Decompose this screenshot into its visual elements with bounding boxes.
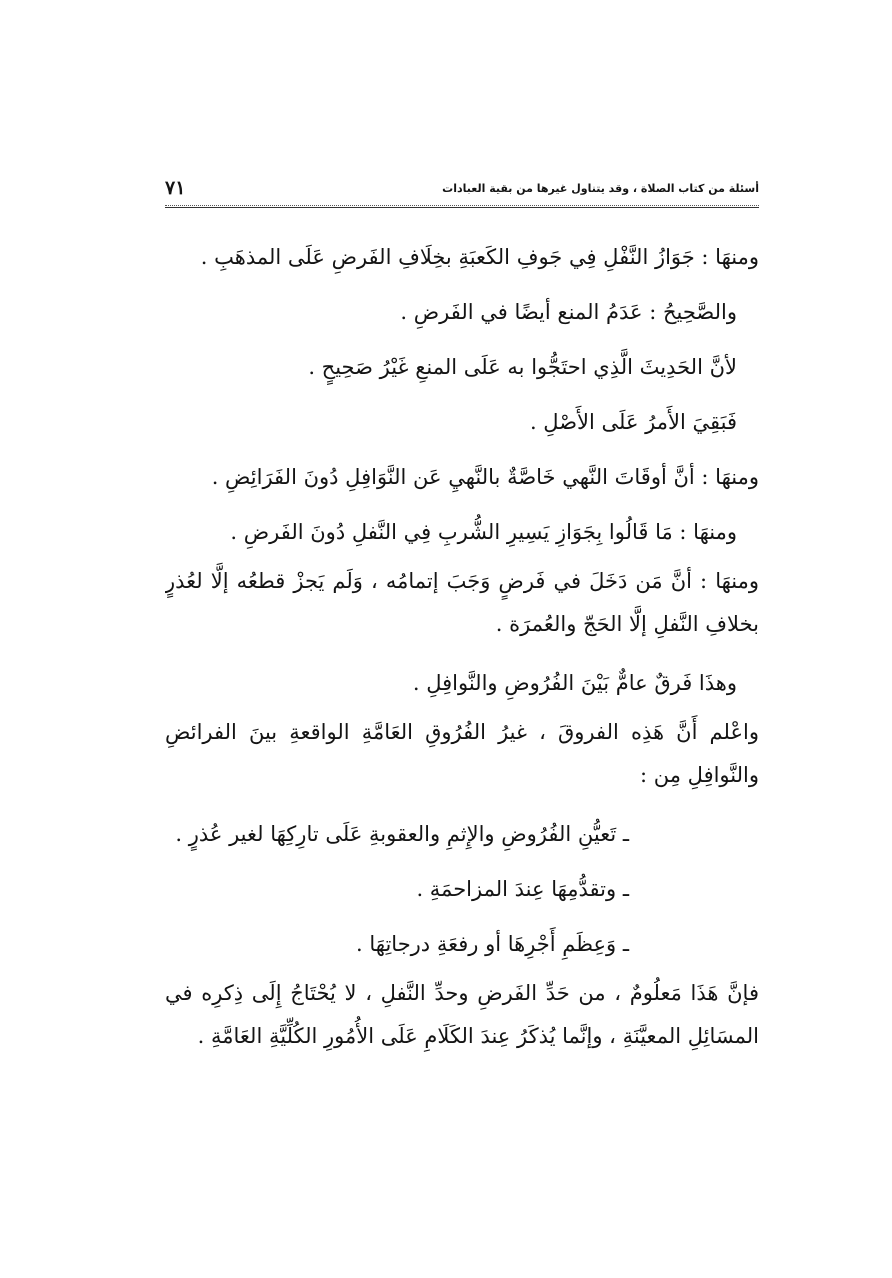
paragraph-4: فَبَقِيَ الأَمرُ عَلَى الأَصْلِ . — [529, 410, 737, 434]
paragraph-6: ومنهَا : مَا قَالُوا بِجَوَازِ يَسِيرِ الشُّربِ فِي النَّفلِ دُونَ الفَرضِ . — [230, 520, 737, 544]
paragraph-10: فإنَّ هَذَا مَعلُومٌ ، من حَدِّ الفَرضِ وحدِّ النَّفلِ ، لا يُحْتَاجُ إِلَى ذِكرِه في المسَائِلِ المعيَّنَةِ ، وإنَّما يُذكَرُ عِندَ الكَلَامِ عَلَى الأُمُورِ الكُلِّيَّةِ العَامَّةِ . — [165, 981, 759, 1048]
page-number: ٧١ — [165, 177, 186, 199]
paragraph-1: ومنهَا : جَوَازُ النَّفْلِ فِي جَوفِ الكَعبَةِ بخِلَافِ الفَرضِ عَلَى المذهَبِ . — [200, 245, 759, 269]
paragraph-8: وهذَا فَرقٌ عامٌّ بَيْنَ الفُرُوضِ والنَّوافِلِ . — [412, 671, 737, 695]
paragraph-5: ومنهَا : أنَّ أوقَاتَ النَّهي خَاصَّةٌ بالنَّهيِ عَن النَّوَافِلِ دُونَ الفَرَائِضِ . — [211, 465, 759, 489]
body-text — [165, 230, 759, 1068]
list-item-2: ـ وتقدُّمِهَا عِندَ المزاحمَةِ . — [416, 877, 629, 901]
list-item-3: ـ وَعِظَمِ أَجْرِهَا أو رفعَةِ درجاتِهَا . — [356, 932, 629, 956]
page-header — [165, 176, 759, 204]
paragraph-2: والصَّحِيحُ : عَدَمُ المنع أيضًا في الفَرضِ . — [400, 300, 737, 324]
running-title: أسئلة من كتاب الصلاة ، وقد يتناول غيرها من بقية العبادات — [442, 182, 759, 195]
list-item-1: ـ تَعيُّنِ الفُرُوضِ والإِثمِ والعقوبةِ عَلَى تارِكِهَا لغير عُذرٍ . — [175, 822, 629, 846]
header-rule-dotted — [165, 205, 759, 206]
paragraph-9: واعْلم أَنَّ هَذِه الفروقَ ، غيرُ الفُرُوقِ العَامَّةِ الواقعةِ بينَ الفرائضِ والنَّوافِلِ مِن : — [165, 720, 759, 787]
paragraph-3: لأنَّ الحَدِيثَ الَّذِي احتَجُّوا به عَلَى المنعِ غَيْرُ صَحِيحٍ . — [308, 355, 737, 379]
header-rule — [165, 207, 759, 208]
paragraph-7: ومنهَا : أنَّ مَن دَخَلَ في فَرضٍ وَجَبَ إتمامُه ، وَلَم يَجزْ قطعُه إلَّا لعُذرٍ بخلافِ النَّفلِ إلَّا الحَجّ والعُمرَة . — [165, 569, 759, 636]
